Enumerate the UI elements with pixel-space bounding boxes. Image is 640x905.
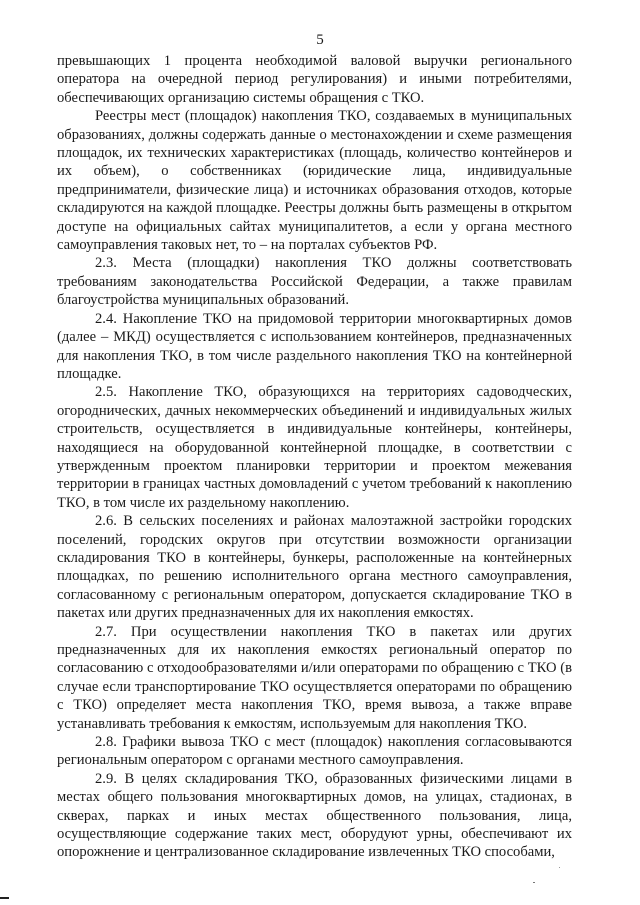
paragraph-2-6: 2.6. В сельских поселениях и районах малоэтажной застройки городских поселений, городских округов при отсутствии возможности организации складирования ТКО в контейнеры, бункеры, расположенные на контейнерных площадках, по решению исполнительного органа местного самоуправления, согласованному с региональным оператором, допускается складирование ТКО в пакетах или других предназначенных для их накопления емкостях. [57, 513, 572, 622]
paragraph-continuation: превышающих 1 процента необходимой валовой выручки регионального оператора на очередной период регулирования) и иными потребителями, обеспечивающих организацию системы обращения с ТКО. [57, 53, 572, 106]
paragraph-2-8: 2.8. Графики вывоза ТКО с мест (площадок) накопления согласовываются региональным оператором с органами местного самоуправления. [57, 734, 572, 769]
paragraph-2-3: 2.3. Места (площадки) накопления ТКО должны соответствовать требованиям законодательства Российской Федерации, а также правилам благоустройства муниципальных образований. [57, 255, 572, 309]
scan-artifact-mark [0, 897, 9, 899]
page-number: 5 [316, 32, 324, 48]
paragraph-2-4: 2.4. Накопление ТКО на придомовой территории многоквартирных домов (далее – МКД) осуществляется с использованием контейнеров, предназначенных для накопления ТКО, в том числе раздельного накопления ТКО на контейнерной площадке. [57, 310, 572, 382]
paragraph-2-9: 2.9. В целях складирования ТКО, образованных физическими лицами в местах общего пользования многоквартирных домов, на улицах, стадионах, в скверах, парках и иных местах общественного пользования, лица, осуществляющие содержание таких мест, оборудуют урны, обеспечивают их опорожнение и централизованное складирование извлеченных ТКО способами, [57, 770, 572, 861]
document-body [57, 52, 572, 862]
paragraph-2-7: 2.7. При осуществлении накопления ТКО в пакетах или других предназначенных для их накопления емкостях региональный оператор по согласованию с отходообразователями и/или операторами по обращению с ТКО (в случае если транспортирование ТКО осуществляется операторами по обращению с ТКО) определяет места накопления ТКО, время вывоза, а также вправе устанавливать требования к емкостям, используемым для накопления ТКО. [57, 623, 572, 732]
scan-artifact-dot [559, 867, 560, 868]
paragraph-registries: Реестры мест (площадок) накопления ТКО, создаваемых в муниципальных образованиях, должны содержать данные о местонахождении и схеме размещения площадок, их технических характеристиках (площадь, количество контейнеров и их объем), о собственниках (юридические лица, индивидуальные предприниматели, физические лица) и источниках образования отходов, которые складируются на каждой площадке. Реестры должны быть размещены в открытом доступе на официальных сайтах муниципалитетов, а если у органа местного самоуправления таковых нет, то – на порталах субъектов РФ. [57, 108, 572, 254]
paragraph-2-5: 2.5. Накопление ТКО, образующихся на территориях садоводческих, огороднических, дачных некоммерческих объединений и индивидуальных жилых строительств, осуществляется в индивидуальные контейнеры, контейнеры, находящиеся на оборудованной контейнерной площадке, в соответствии с утвержденным проектом планировки территории и проектом межевания территории в границах частных домовладений с учетом требований к накоплению ТКО, в том числе их раздельному накоплению. [57, 384, 572, 511]
scan-artifact-dot [533, 882, 535, 883]
